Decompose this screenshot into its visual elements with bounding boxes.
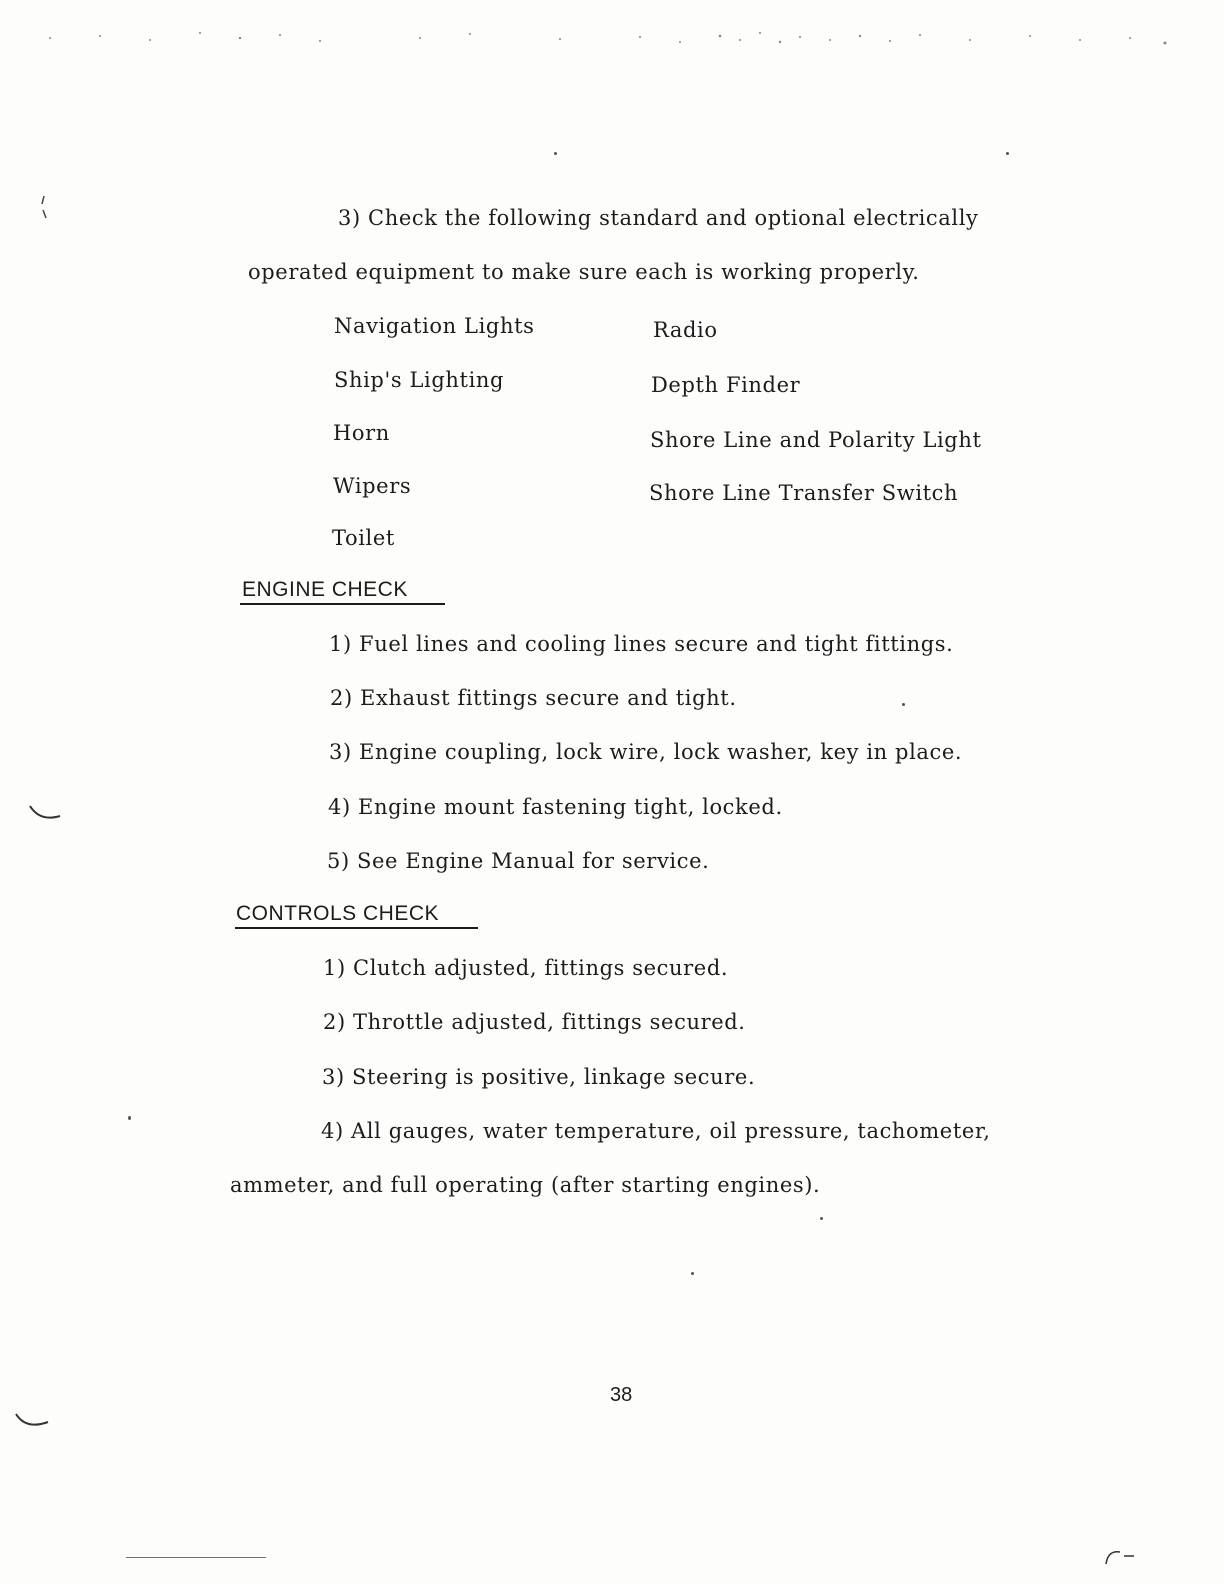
equipment-item: Radio — [653, 318, 718, 342]
engine-check-item: 5) See Engine Manual for service. — [327, 849, 710, 873]
scan-noise — [40, 18, 1190, 58]
engine-check-item: 4) Engine mount fastening tight, locked. — [328, 795, 783, 819]
scan-speck — [902, 703, 905, 706]
scan-speck — [1006, 152, 1009, 155]
controls-check-item: 1) Clutch adjusted, fittings secured. — [323, 956, 729, 980]
margin-mark — [38, 192, 58, 222]
margin-mark — [26, 800, 70, 826]
scan-speck — [554, 152, 557, 155]
heading-underline — [235, 927, 478, 929]
page-number: 38 — [610, 1384, 633, 1406]
engine-check-heading: ENGINE CHECK — [242, 578, 408, 601]
margin-mark — [1100, 1540, 1140, 1570]
footer-rule — [126, 1557, 266, 1558]
scan-speck — [691, 1272, 694, 1275]
equipment-item: Shore Line Transfer Switch — [649, 481, 959, 505]
equipment-item: Ship's Lighting — [334, 368, 505, 392]
controls-check-continuation: ammeter, and full operating (after starting engines). — [230, 1173, 821, 1197]
equipment-item: Wipers — [333, 474, 412, 498]
engine-check-item: 3) Engine coupling, lock wire, lock washer, key in place. — [329, 740, 963, 764]
controls-check-item: 3) Steering is positive, linkage secure. — [322, 1065, 756, 1089]
equipment-item: Depth Finder — [651, 373, 801, 397]
intro-line-1: 3) Check the following standard and optional electrically — [338, 206, 979, 230]
scan-speck — [820, 1217, 823, 1220]
equipment-item: Shore Line and Polarity Light — [650, 428, 982, 452]
equipment-item: Navigation Lights — [334, 314, 535, 338]
intro-line-2: operated equipment to make sure each is working properly. — [248, 260, 920, 284]
engine-check-item: 2) Exhaust fittings secure and tight. — [330, 686, 737, 710]
heading-underline — [240, 603, 445, 605]
equipment-item: Horn — [333, 421, 390, 445]
controls-check-item: 4) All gauges, water temperature, oil pressure, tachometer, — [321, 1119, 991, 1143]
controls-check-item: 2) Throttle adjusted, fittings secured. — [323, 1010, 746, 1034]
engine-check-item: 1) Fuel lines and cooling lines secure and tight fittings. — [329, 632, 954, 656]
controls-check-heading: CONTROLS CHECK — [236, 902, 440, 925]
equipment-item: Toilet — [332, 526, 395, 550]
margin-mark — [12, 1408, 56, 1434]
scan-speck — [128, 1116, 131, 1120]
